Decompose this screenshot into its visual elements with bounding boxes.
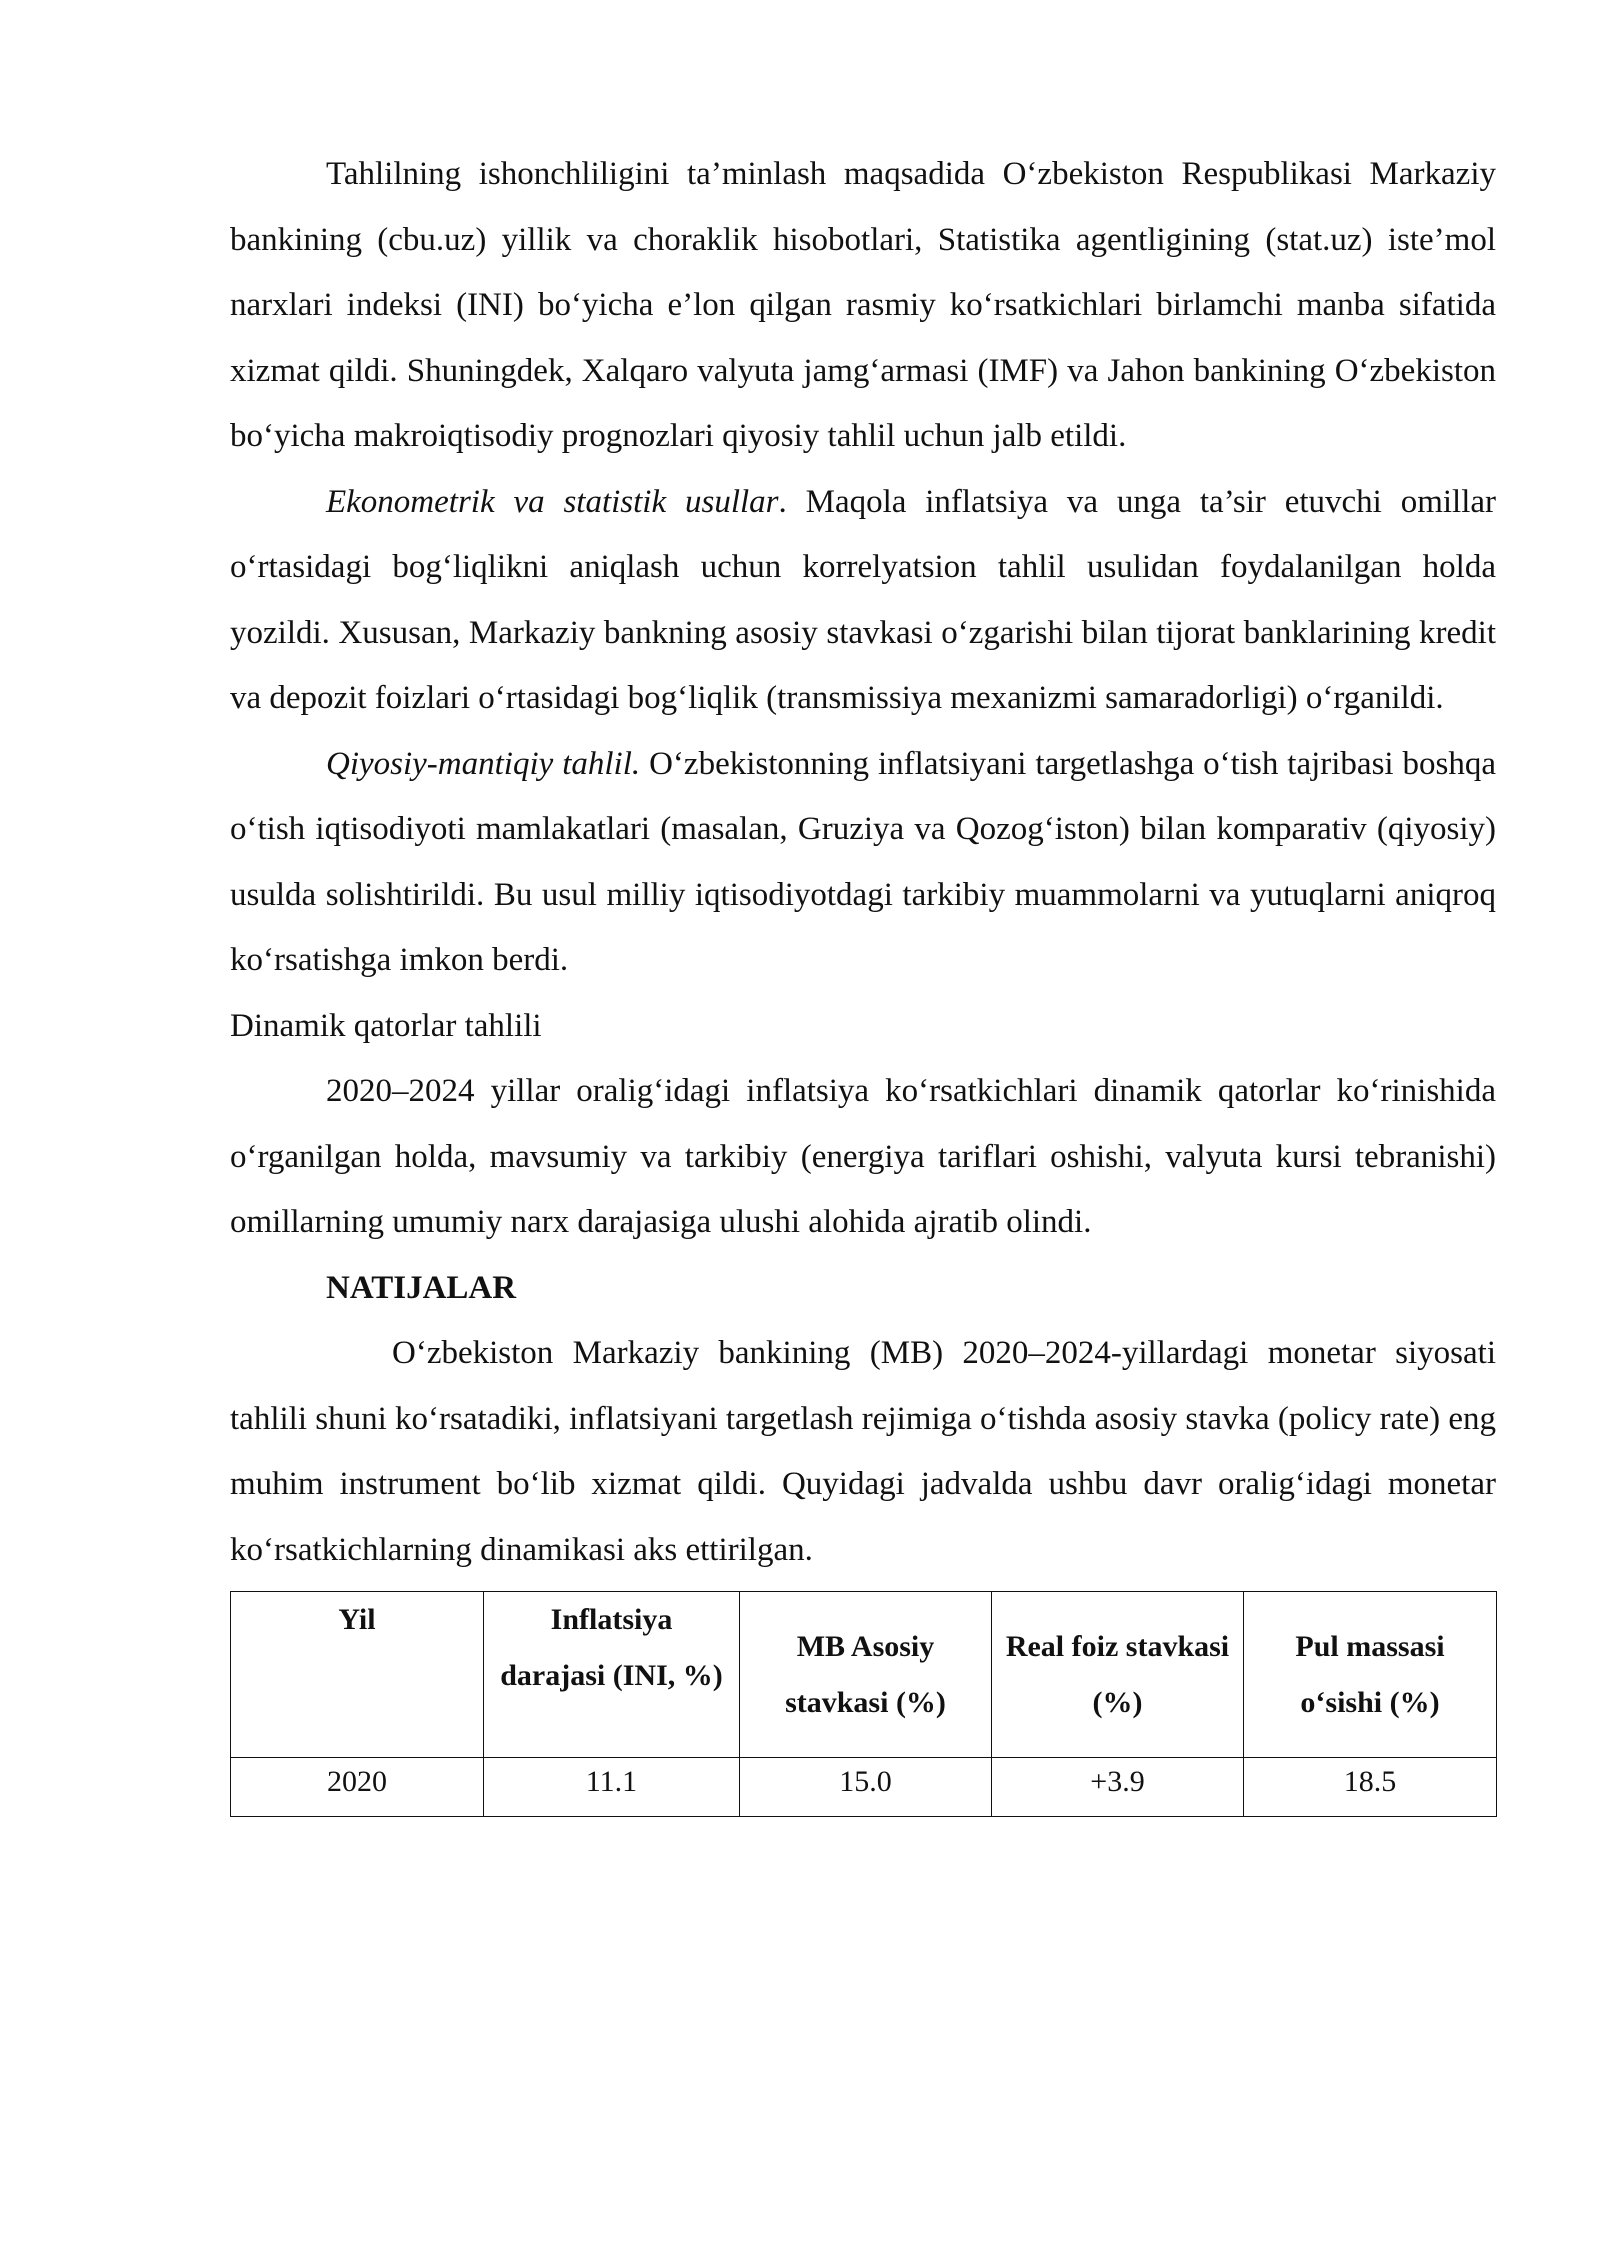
table-header-cell: Real foiz stavkasi (%) — [992, 1592, 1244, 1758]
paragraph-results-intro: O‘zbekiston Markaziy bankining (MB) 2020–2024-yillardagi monetar siyosati tahlili shuni ko‘rsatadiki, inflatsiyani targetlash rejimiga o‘tishda asosiy stavka (policy rate) eng muhim instrument bo‘lib xizmat qildi. Quyidagi jadvalda ushbu davr oralig‘idagi monetar ko‘rsatkichlarning dinamikasi aks ettirilgan. — [230, 1335, 1496, 1568]
table-cell: 15.0 — [740, 1758, 992, 1817]
table-header-cell: MB Asosiy stavkasi (%) — [740, 1592, 992, 1758]
paragraph-lead-italic: Qiyosiy-mantiqiy tahlil. — [326, 745, 641, 782]
table-cell: 2020 — [231, 1758, 484, 1817]
paragraph-data-sources: Tahlilning ishonchliligini ta’minlash maqsadida O‘zbekiston Respublikasi Markaziy bankining (cbu.uz) yillik va choraklik hisobotlari, Statistika agentligining (stat.uz) iste’mol narxlari indeksi (INI) bo‘yicha e’lon qilgan rasmiy ko‘rsatkichlari birlamchi manba sifatida xizmat qildi. Shuningdek, Xalqaro valyuta jamg‘armasi (IMF) va Jahon bankining O‘zbekiston bo‘yicha makroiqtisodiy prognozlari qiyosiy tahlil uchun jalb etildi. — [230, 156, 1496, 454]
paragraph-body-text: . Maqola inflatsiya va unga ta’sir etuvchi omillar o‘rtasidagi bog‘liqlikni aniqlash uchun korrelyatsion tahlil usulidan foydalanilgan holda yozildi. Xususan, Markaziy bankning asosiy stavkasi o‘zgarishi bilan tijorat banklarining kredit va depozit foizlari o‘rtasidagi bog‘liqlik (transmissiya mexanizmi samaradorligi) o‘rganildi. — [230, 483, 1497, 716]
paragraph-body-text: O‘zbekistonning inflatsiyani targetlashga o‘tish tajribasi boshqa o‘tish iqtisodiyoti mamlakatlari (masalan, Gruziya va Qozog‘iston) bilan komparativ (qiyosiy) usulda solishtirildi. Bu usul milliy iqtisodiyotdagi tarkibiy muammolarni va yutuqlarni aniqroq ko‘rsatishga imkon berdi. — [230, 745, 1497, 978]
paragraph-econometric-methods — [230, 470, 1496, 732]
paragraph-lead-italic: Ekonometrik va statistik usullar — [326, 483, 779, 520]
table-header-cell: Inflatsiya darajasi (INI, %) — [484, 1592, 740, 1758]
paragraph-comparative-analysis — [230, 732, 1496, 994]
table-header-row — [231, 1592, 1497, 1758]
table-cell: 18.5 — [1244, 1758, 1497, 1817]
table-header-cell: Pul massasi o‘sishi (%) — [1244, 1592, 1497, 1758]
document-body — [230, 142, 1496, 1817]
table-cell: 11.1 — [484, 1758, 740, 1817]
subheading-dynamic-series: Dinamik qatorlar tahlili — [230, 1007, 542, 1044]
table-header-cell: Yil — [231, 1592, 484, 1758]
table-cell: +3.9 — [992, 1758, 1244, 1817]
section-heading-results: NATIJALAR — [326, 1269, 517, 1306]
paragraph-dynamic-series: 2020–2024 yillar oralig‘idagi inflatsiya ko‘rsatkichlari dinamik qatorlar ko‘rinishida o‘rganilgan holda, mavsumiy va tarkibiy (energiya tariflari oshishi, valyuta kursi tebranishi) omillarning umumiy narx darajasiga ulushi alohida ajratib olindi. — [230, 1073, 1496, 1240]
table-row — [231, 1758, 1497, 1817]
monetary-indicators-table — [230, 1591, 1497, 1817]
